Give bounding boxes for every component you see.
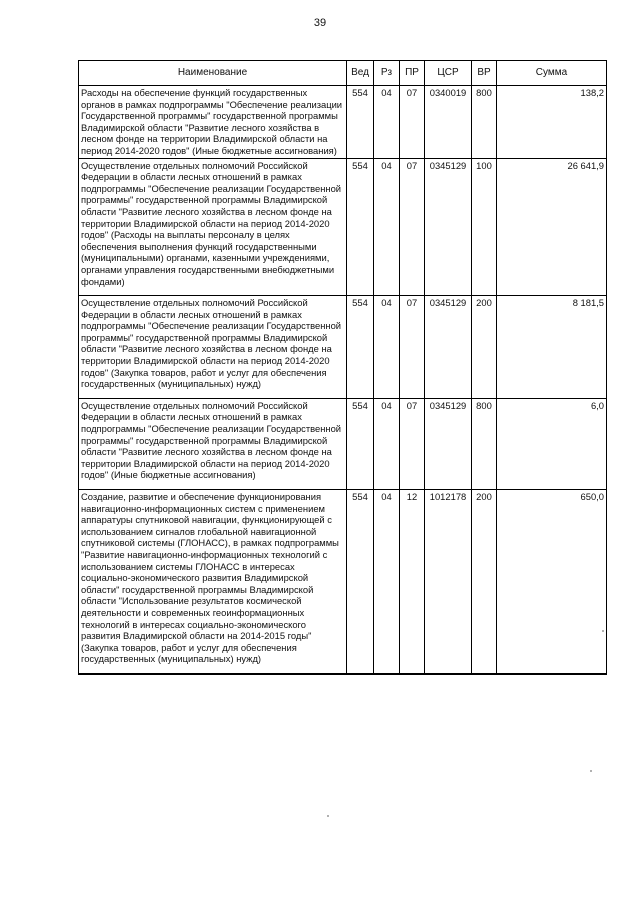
cell-sum: 8 181,5 (497, 296, 607, 399)
table-row (79, 398, 607, 489)
header-csr: ЦСР (425, 61, 472, 86)
cell-csr: 1012178 (425, 490, 472, 674)
page-number: 39 (313, 17, 327, 29)
cell-name: Осуществление отдельных полномочий Российской Федерации в области лесных отношений в рамках подпрограммы "Обеспечение реализации Государственной программы" государственной программы Владимирской области "Развитие лесного хозяйства в лесном фонде на территории Владимирской области на период 2014-2020 годов" (Расходы на выплаты персоналу в целях обеспечения выполнения функций государственными (муниципальными) органами, казенными учреждениями, органами управления государственными внебюджетными фондами) (79, 158, 347, 296)
cell-sum: 6,0 (497, 398, 607, 489)
scan-speck (602, 630, 604, 632)
scan-speck (327, 815, 329, 817)
cell-vr: 800 (472, 398, 497, 489)
cell-name: Осуществление отдельных полномочий Российской Федерации в области лесных отношений в рамках подпрограммы "Обеспечение реализации Государственной программы" государственной программы Владимирской области "Развитие лесного хозяйства в лесном фонде на территории Владимирской области на период 2014-2020 годов" (Иные бюджетные ассигнования) (79, 398, 347, 489)
scan-speck (590, 770, 592, 772)
cell-ved: 554 (347, 398, 374, 489)
cell-pr: 07 (400, 158, 425, 296)
cell-rz: 04 (374, 158, 400, 296)
table-row (79, 86, 607, 159)
cell-ved: 554 (347, 158, 374, 296)
budget-table (78, 60, 607, 675)
header-ved: Вед (347, 61, 374, 86)
cell-name: Создание, развитие и обеспечение функционирования навигационно-информационных систем с применением аппаратуры спутниковой навигации, функционирующей с использованием сигналов глобальной навигационной спутниковой системы (ГЛОНАСС), в рамках подпрограммы "Развитие навигационно-информационных технологий с использованием системы ГЛОНАСС в интересах социально-экономического развития Владимирской области" государственной программы Владимирской области "Использование результатов космической деятельности и современных геоинформационных технологий в интересах социально-экономического развития Владимирской области на 2014-2015 годы" (Закупка товаров, работ и услуг для обеспечения государственных (муниципальных) нужд) (79, 490, 347, 674)
cell-rz: 04 (374, 490, 400, 674)
cell-ved: 554 (347, 490, 374, 674)
header-vr: ВР (472, 61, 497, 86)
table-row (79, 158, 607, 296)
cell-rz: 04 (374, 398, 400, 489)
cell-vr: 800 (472, 86, 497, 159)
cell-pr: 07 (400, 296, 425, 399)
cell-csr: 0345129 (425, 398, 472, 489)
cell-csr: 0345129 (425, 158, 472, 296)
cell-vr: 200 (472, 296, 497, 399)
header-rz: Рз (374, 61, 400, 86)
cell-ved: 554 (347, 296, 374, 399)
cell-pr: 07 (400, 398, 425, 489)
table-header-row (79, 61, 607, 86)
cell-name: Осуществление отдельных полномочий Российской Федерации в области лесных отношений в рамках подпрограммы "Обеспечение реализации Государственной программы" государственной программы Владимирской области "Развитие лесного хозяйства в лесном фонде на территории Владимирской области на период 2014-2020 годов" (Закупка товаров, работ и услуг для обеспечения государственных (муниципальных) нужд) (79, 296, 347, 399)
header-pr: ПР (400, 61, 425, 86)
cell-sum: 138,2 (497, 86, 607, 159)
cell-rz: 04 (374, 296, 400, 399)
cell-name: Расходы на обеспечение функций государственных органов в рамках подпрограммы "Обеспечение реализации Государственной программы" государственной программы Владимирской области "Развитие лесного хозяйства в лесном фонде на территории Владимирской области на период 2014-2020 годов" (Иные бюджетные ассигнования) (79, 86, 347, 159)
table-row (79, 296, 607, 399)
cell-csr: 0345129 (425, 296, 472, 399)
cell-pr: 07 (400, 86, 425, 159)
cell-sum: 26 641,9 (497, 158, 607, 296)
cell-vr: 200 (472, 490, 497, 674)
cell-rz: 04 (374, 86, 400, 159)
cell-vr: 100 (472, 158, 497, 296)
cell-sum: 650,0 (497, 490, 607, 674)
cell-ved: 554 (347, 86, 374, 159)
cell-pr: 12 (400, 490, 425, 674)
header-sum: Сумма (497, 61, 607, 86)
cell-csr: 0340019 (425, 86, 472, 159)
table-row (79, 490, 607, 674)
header-name: Наименование (79, 61, 347, 86)
